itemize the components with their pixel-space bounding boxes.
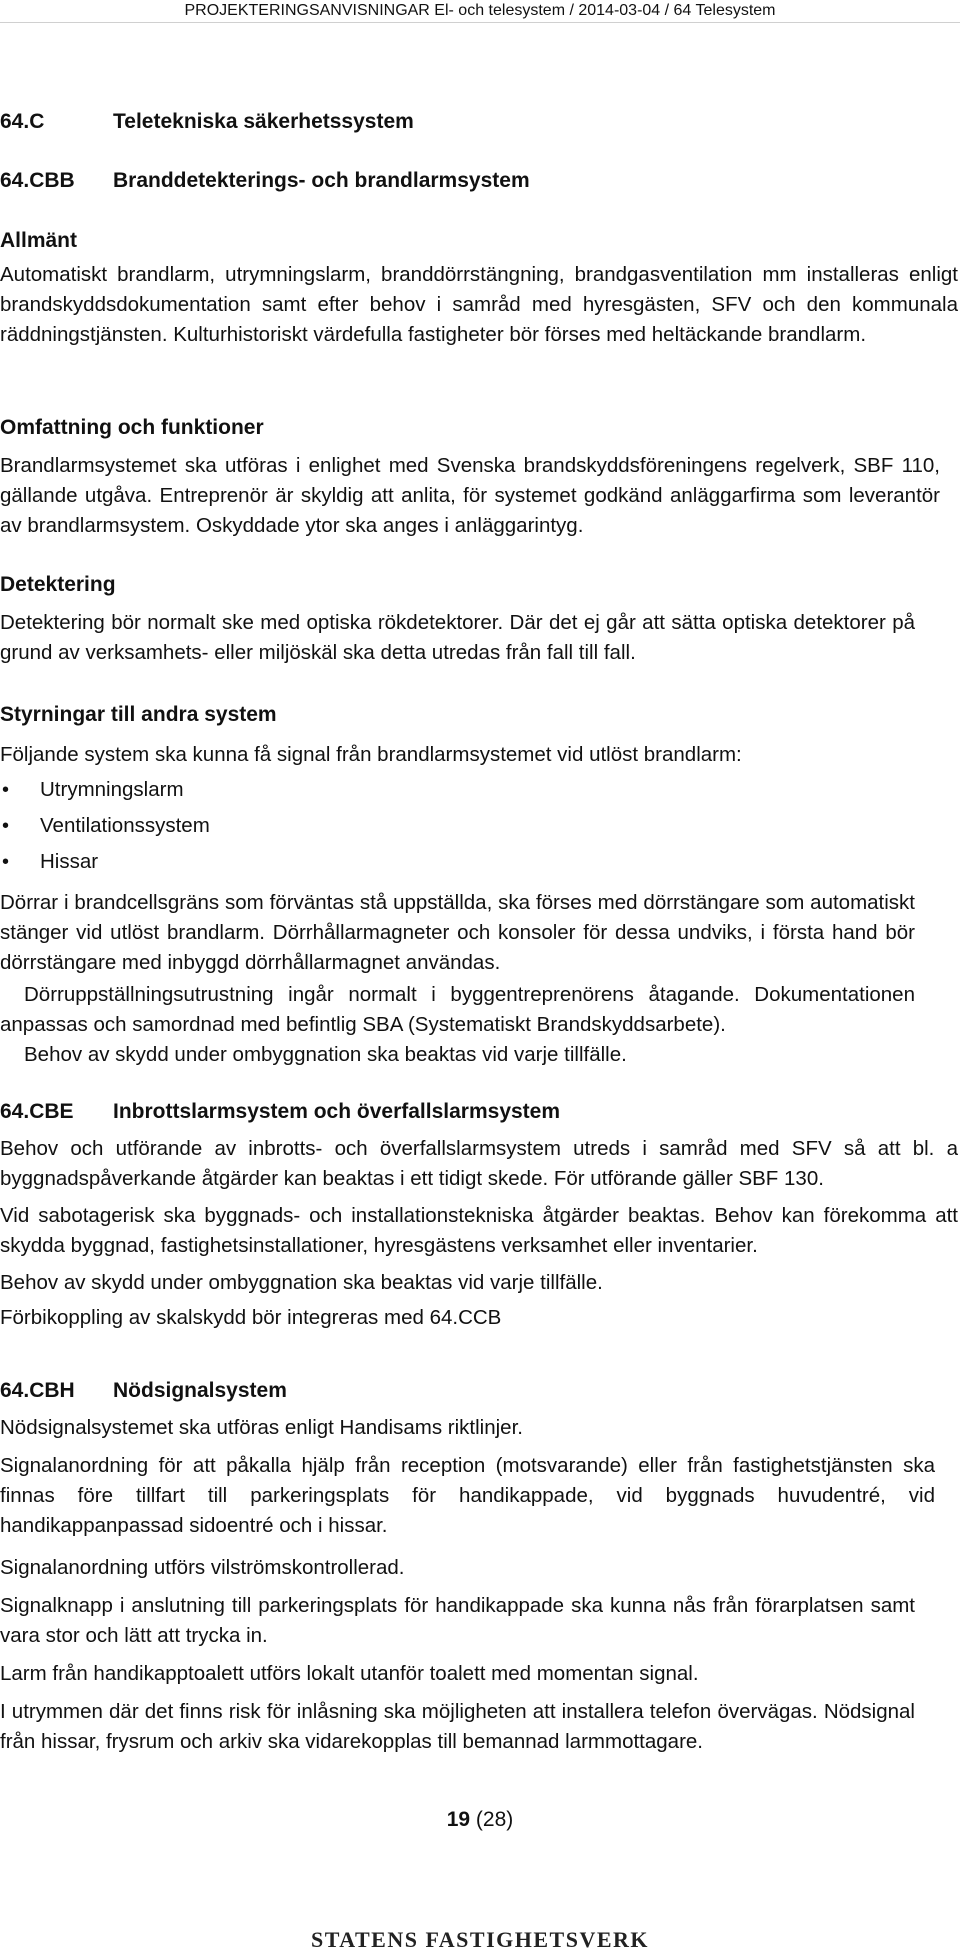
list-item: • Ventilationssystem — [0, 808, 940, 844]
paragraph-dorruppstallning: Dörruppställningsutrustning ingår normalt i byggentreprenörens åtagande. Dokumentationen anpassas och samordnad med befintlig SBA (Systematiskt Brandskyddsarbete). — [0, 983, 915, 1036]
paragraph-styrningar-intro: Följande system ska kunna få signal från brandlarmsystemet vid utlöst brandlarm: — [0, 743, 742, 766]
paragraph-cbh-2: Signalanordning för att påkalla hjälp från reception (motsvarande) eller från fastighetstjänsten ska finnas före tillfart till parkeringsplats för handikappade, vid byggnads huvudentré, vid handikappanpassad sidoentré och i hissar. — [0, 1454, 935, 1537]
list-item: • Utrymningslarm — [0, 772, 940, 808]
section-code: 64.C — [0, 110, 45, 133]
subheading-omfattning: Omfattning och funktioner — [0, 416, 264, 439]
signal-systems-list — [0, 772, 940, 880]
running-header: PROJEKTERINGSANVISNINGAR El- och telesystem / 2014-03-04 / 64 Telesystem — [0, 0, 960, 23]
subheading-allmant: Allmänt — [0, 229, 78, 252]
page-total: (28) — [475, 1808, 514, 1831]
section-title: Teletekniska säkerhetssystem — [113, 110, 414, 133]
section-title: Nödsignalsystem — [113, 1379, 287, 1402]
paragraph-cbe-2: Vid sabotagerisk ska byggnads- och installationstekniska åtgärder beaktas. Behov kan förekomma att skydda byggnad, fastighetsinstallationer, hyresgästens verksamhet eller inventarier. — [0, 1204, 958, 1257]
paragraph-omfattning: Brandlarmsystemet ska utföras i enlighet med Svenska brandskyddsföreningens regelverk, SBF 110, gällande utgåva. Entreprenör är skyldig att anlita, för systemet godkänd anläggarfirma som leverantör av brandlarmsystem. Oskyddade ytor ska anges i anläggarintyg. — [0, 454, 940, 537]
paragraph-detektering: Detektering bör normalt ske med optiska rökdetektorer. Där det ej går att sätta optiska detektorer på grund av verksamhets- eller miljöskäl ska detta utredas från fall till fall. — [0, 611, 915, 664]
list-item: • Hissar — [0, 844, 940, 880]
paragraph-cbe-3: Behov av skydd under ombyggnation ska beaktas vid varje tillfälle. — [0, 1271, 603, 1294]
paragraph-cbh-3: Signalanordning utförs vilströmskontrollerad. — [0, 1556, 405, 1579]
paragraph-dorrar: Dörrar i brandcellsgräns som förväntas stå uppställda, ska förses med dörrstängare som automatiskt stänger vid utlöst brandlarm. Dörrhållarmagneter och konsoler för dessa undviks, i första hand bör dörrstängare med inbyggd dörrhållarmagnet användas. — [0, 891, 915, 974]
section-heading-64cbh — [0, 1376, 960, 1406]
section-heading-64cbe — [0, 1097, 960, 1127]
footer-logo-text: STATENS FASTIGHETSVERK — [310, 1927, 650, 1952]
section-code: 64.CBB — [0, 169, 75, 192]
section-code: 64.CBE — [0, 1100, 74, 1123]
section-title: Inbrottslarmsystem och överfallslarmsystem — [113, 1100, 561, 1123]
section-heading-64cbb — [0, 166, 960, 196]
paragraph-behov-skydd: Behov av skydd under ombyggnation ska beaktas vid varje tillfälle. — [24, 1043, 627, 1066]
section-code: 64.CBH — [0, 1379, 75, 1402]
section-heading-64c — [0, 107, 960, 137]
paragraph-cbh-4: Signalknapp i anslutning till parkeringsplats för handikappade ska kunna nås från förarplatsen samt vara stor och lätt att trycka in. — [0, 1594, 915, 1647]
page-current: 19 — [446, 1808, 471, 1831]
section-title: Branddetekterings- och brandlarmsystem — [113, 169, 530, 192]
paragraph-cbh-6: I utrymmen där det finns risk för inlåsning ska möjligheten att installera telefon övervägas. Nödsignal från hissar, frysrum och arkiv ska vidarekopplas till bemannad larmmottagare. — [0, 1700, 915, 1753]
page-number — [0, 1805, 960, 1835]
subheading-detektering: Detektering — [0, 573, 116, 596]
paragraph-cbe-4: Förbikoppling av skalskydd bör integreras med 64.CCB — [0, 1306, 502, 1329]
paragraph-cbh-5: Larm från handikapptoalett utförs lokalt utanför toalett med momentan signal. — [0, 1662, 699, 1685]
paragraph-cbe-1: Behov och utförande av inbrotts- och överfallslarmsystem utreds i samråd med SFV så att bl. a byggnadspåverkande åtgärder kan beaktas i ett tidigt skede. För utförande gäller SBF 130. — [0, 1137, 958, 1190]
subheading-styrningar: Styrningar till andra system — [0, 703, 277, 726]
paragraph-allmant: Automatiskt brandlarm, utrymningslarm, branddörrstängning, brandgasventilation mm installeras enligt brandskyddsdokumentation samt efter behov i samråd med hyresgästen, SFV och den kommunala räddningstjänsten. Kulturhistoriskt värdefulla fastigheter bör förses med heltäckande brandlarm. — [0, 263, 958, 346]
paragraph-cbh-1: Nödsignalsystemet ska utföras enligt Handisams riktlinjer. — [0, 1416, 523, 1439]
